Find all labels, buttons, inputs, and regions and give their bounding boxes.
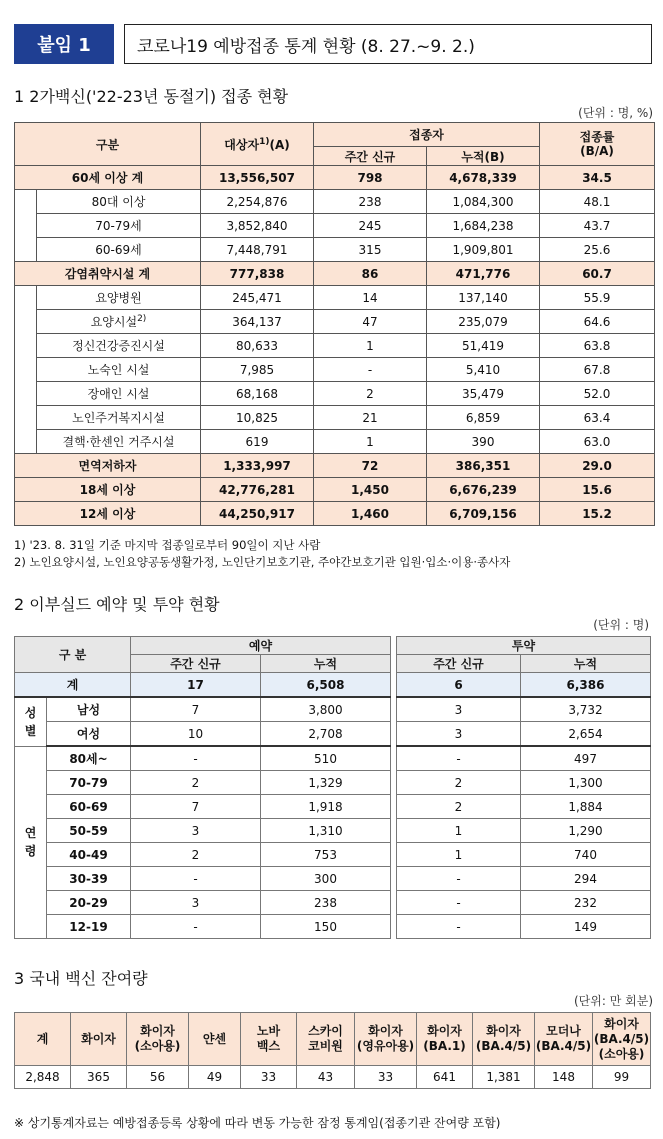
appendix-badge-label: 붙임 1 bbox=[37, 35, 91, 56]
stock-header-cell: 얀센 bbox=[189, 1013, 241, 1066]
d-weekly-cell: - bbox=[397, 915, 521, 939]
cumulative-cell: 51,419 bbox=[427, 334, 540, 358]
d-weekly-cell: - bbox=[397, 746, 521, 771]
cumulative-cell: 471,776 bbox=[427, 262, 540, 286]
table-row bbox=[15, 310, 655, 334]
weekly-cell: 245 bbox=[314, 214, 427, 238]
indent-spacer bbox=[15, 406, 37, 430]
t2-header-r-weekly: 주간 신규 bbox=[131, 655, 261, 673]
cumulative-cell: 235,079 bbox=[427, 310, 540, 334]
cumulative-cell: 4,678,339 bbox=[427, 166, 540, 190]
row-label: 50-59 bbox=[47, 819, 131, 843]
target-cell: 13,556,507 bbox=[201, 166, 314, 190]
cumulative-cell: 35,479 bbox=[427, 382, 540, 406]
table-row bbox=[15, 867, 651, 891]
weekly-cell: 315 bbox=[314, 238, 427, 262]
cumulative-cell: 1,084,300 bbox=[427, 190, 540, 214]
age-group-label: 연 령 bbox=[15, 746, 47, 939]
row-label: 80세~ bbox=[47, 746, 131, 771]
header-cumulative: 누적(B) bbox=[427, 147, 540, 166]
d-cum-cell: 497 bbox=[521, 746, 651, 771]
indent-spacer bbox=[15, 334, 37, 358]
weekly-cell: 1 bbox=[314, 430, 427, 454]
t2-header-dosing: 투약 bbox=[397, 637, 651, 655]
cumulative-cell: 1,684,238 bbox=[427, 214, 540, 238]
t2-header-d-cum: 누적 bbox=[521, 655, 651, 673]
weekly-cell: 2 bbox=[314, 382, 427, 406]
table-row bbox=[15, 358, 655, 382]
rate-cell: 48.1 bbox=[540, 190, 655, 214]
row-label: 80대 이상 bbox=[37, 190, 201, 214]
r-weekly-cell: 7 bbox=[131, 795, 261, 819]
d-weekly-cell: - bbox=[397, 891, 521, 915]
r-weekly-cell: 3 bbox=[131, 819, 261, 843]
table-row bbox=[15, 262, 655, 286]
stock-value-cell: 148 bbox=[535, 1066, 593, 1089]
d-weekly-cell: 2 bbox=[397, 771, 521, 795]
sex-group-label: 성 별 bbox=[15, 697, 47, 746]
row-label: 요양시설$^{2)}$ bbox=[37, 310, 201, 334]
table-row bbox=[15, 334, 655, 358]
rate-cell: 29.0 bbox=[540, 454, 655, 478]
target-cell: 10,825 bbox=[201, 406, 314, 430]
stock-value-cell: 33 bbox=[241, 1066, 297, 1089]
d-cum-cell: 1,290 bbox=[521, 819, 651, 843]
row-label: 결핵·한센인 거주시설 bbox=[37, 430, 201, 454]
document-title-text: 코로나19 예방접종 통계 현황 (8. 27.~9. 2.) bbox=[137, 36, 475, 57]
row-label: 노숙인 시설 bbox=[37, 358, 201, 382]
stock-value-cell: 99 bbox=[593, 1066, 651, 1089]
target-cell: 1,333,997 bbox=[201, 454, 314, 478]
target-cell: 7,985 bbox=[201, 358, 314, 382]
r-cum-cell: 1,918 bbox=[261, 795, 391, 819]
table-row bbox=[15, 430, 655, 454]
stock-value-cell: 56 bbox=[127, 1066, 189, 1089]
indent-spacer bbox=[15, 238, 37, 262]
target-cell: 2,254,876 bbox=[201, 190, 314, 214]
cumulative-cell: 386,351 bbox=[427, 454, 540, 478]
d-cum-cell: 2,654 bbox=[521, 722, 651, 747]
r-cum-cell: 238 bbox=[261, 891, 391, 915]
total-label: 계 bbox=[15, 673, 131, 698]
table-row bbox=[15, 915, 651, 939]
cumulative-cell: 6,676,239 bbox=[427, 478, 540, 502]
table-row bbox=[15, 166, 655, 190]
cumulative-cell: 390 bbox=[427, 430, 540, 454]
row-label: 30-39 bbox=[47, 867, 131, 891]
rate-cell: 55.9 bbox=[540, 286, 655, 310]
r-cum-cell: 753 bbox=[261, 843, 391, 867]
d-weekly-cell: 3 bbox=[397, 722, 521, 747]
d-weekly-cell: 2 bbox=[397, 795, 521, 819]
rate-cell: 64.6 bbox=[540, 310, 655, 334]
d-cum-cell: 740 bbox=[521, 843, 651, 867]
footnote-1: 1) '23. 8. 31일 기준 마지막 접종일로부터 90일이 지난 사람 bbox=[14, 538, 321, 552]
r-weekly-cell: - bbox=[131, 915, 261, 939]
weekly-cell: 72 bbox=[314, 454, 427, 478]
r-cum-cell: 300 bbox=[261, 867, 391, 891]
section3-title: 3 국내 백신 잔여량 bbox=[14, 969, 148, 988]
table-row bbox=[15, 673, 651, 698]
r-weekly-cell: 10 bbox=[131, 722, 261, 747]
row-label: 장애인 시설 bbox=[37, 382, 201, 406]
r-weekly-cell: - bbox=[131, 867, 261, 891]
r-cum-cell: 2,708 bbox=[261, 722, 391, 747]
row-label: 40-49 bbox=[47, 843, 131, 867]
weekly-cell: 47 bbox=[314, 310, 427, 334]
row-label: 60-69세 bbox=[37, 238, 201, 262]
stock-value-cell: 49 bbox=[189, 1066, 241, 1089]
rate-cell: 25.6 bbox=[540, 238, 655, 262]
indent-spacer bbox=[15, 286, 37, 310]
stock-header-cell: 노바 백스 bbox=[241, 1013, 297, 1066]
rate-cell: 63.8 bbox=[540, 334, 655, 358]
d-cum-cell: 3,732 bbox=[521, 697, 651, 722]
t2-header-d-weekly: 주간 신규 bbox=[397, 655, 521, 673]
indent-spacer bbox=[15, 382, 37, 406]
header-group: 구분 bbox=[15, 123, 201, 166]
row-label: 노인주거복지시설 bbox=[37, 406, 201, 430]
target-cell: 245,471 bbox=[201, 286, 314, 310]
rate-cell: 52.0 bbox=[540, 382, 655, 406]
target-cell: 7,448,791 bbox=[201, 238, 314, 262]
r-weekly-cell: 17 bbox=[131, 673, 261, 698]
weekly-cell: 14 bbox=[314, 286, 427, 310]
indent-spacer bbox=[15, 214, 37, 238]
weekly-cell: 21 bbox=[314, 406, 427, 430]
cumulative-cell: 1,909,801 bbox=[427, 238, 540, 262]
table-row bbox=[15, 891, 651, 915]
footer-note: ※ 상기통계자료는 예방접종등록 상황에 따라 변동 가능한 잠정 통계임(접종기관 잔여량 포함) bbox=[14, 1116, 501, 1130]
row-label: 12-19 bbox=[47, 915, 131, 939]
section3-unit: (단위: 만 회분) bbox=[574, 994, 653, 1008]
stock-value-cell: 33 bbox=[355, 1066, 417, 1089]
row-label: 남성 bbox=[47, 697, 131, 722]
rate-cell: 67.8 bbox=[540, 358, 655, 382]
r-cum-cell: 150 bbox=[261, 915, 391, 939]
table-row bbox=[15, 214, 655, 238]
table-row bbox=[15, 746, 651, 771]
table-row bbox=[15, 502, 655, 526]
stock-value-cell: 2,848 bbox=[15, 1066, 71, 1089]
row-label: 12세 이상 bbox=[15, 502, 201, 526]
d-cum-cell: 294 bbox=[521, 867, 651, 891]
cumulative-cell: 137,140 bbox=[427, 286, 540, 310]
header-vaccinated: 접종자 bbox=[314, 123, 540, 147]
rate-cell: 60.7 bbox=[540, 262, 655, 286]
section1-unit: (단위 : 명, %) bbox=[578, 106, 653, 120]
d-cum-cell: 1,884 bbox=[521, 795, 651, 819]
row-label: 60-69 bbox=[47, 795, 131, 819]
t2-header-r-cum: 누적 bbox=[261, 655, 391, 673]
stock-header-cell: 화이자 (BA.1) bbox=[417, 1013, 473, 1066]
row-label: 면역저하자 bbox=[15, 454, 201, 478]
document-title bbox=[124, 24, 652, 64]
weekly-cell: 1 bbox=[314, 334, 427, 358]
table-row bbox=[15, 238, 655, 262]
target-cell: 44,250,917 bbox=[201, 502, 314, 526]
t2-header-reservation: 예약 bbox=[131, 637, 391, 655]
target-cell: 364,137 bbox=[201, 310, 314, 334]
stock-value-cell: 365 bbox=[71, 1066, 127, 1089]
d-cum-cell: 6,386 bbox=[521, 673, 651, 698]
stock-value-cell: 43 bbox=[297, 1066, 355, 1089]
row-label: 20-29 bbox=[47, 891, 131, 915]
section2-title: 2 이부실드 예약 및 투약 현황 bbox=[14, 595, 220, 614]
cumulative-cell: 5,410 bbox=[427, 358, 540, 382]
table-row bbox=[15, 795, 651, 819]
r-weekly-cell: 2 bbox=[131, 843, 261, 867]
table-row bbox=[15, 722, 651, 747]
r-cum-cell: 510 bbox=[261, 746, 391, 771]
d-weekly-cell: 6 bbox=[397, 673, 521, 698]
rate-cell: 15.2 bbox=[540, 502, 655, 526]
stock-header-cell: 스카이 코비원 bbox=[297, 1013, 355, 1066]
indent-spacer bbox=[15, 310, 37, 334]
table-row bbox=[15, 819, 651, 843]
evusheld-table bbox=[14, 636, 651, 939]
cumulative-cell: 6,859 bbox=[427, 406, 540, 430]
stock-header-cell: 화이자 (소아용) bbox=[127, 1013, 189, 1066]
r-cum-cell: 6,508 bbox=[261, 673, 391, 698]
row-label: 70-79 bbox=[47, 771, 131, 795]
table-row bbox=[15, 454, 655, 478]
r-weekly-cell: 3 bbox=[131, 891, 261, 915]
stock-header-cell: 계 bbox=[15, 1013, 71, 1066]
cumulative-cell: 6,709,156 bbox=[427, 502, 540, 526]
section2-unit: (단위 : 명) bbox=[593, 618, 649, 632]
row-label: 정신건강증진시설 bbox=[37, 334, 201, 358]
r-cum-cell: 1,310 bbox=[261, 819, 391, 843]
r-cum-cell: 3,800 bbox=[261, 697, 391, 722]
r-weekly-cell: - bbox=[131, 746, 261, 771]
table-row bbox=[15, 771, 651, 795]
row-label: 여성 bbox=[47, 722, 131, 747]
table-row bbox=[15, 286, 655, 310]
d-cum-cell: 232 bbox=[521, 891, 651, 915]
weekly-cell: 1,450 bbox=[314, 478, 427, 502]
rate-cell: 63.4 bbox=[540, 406, 655, 430]
header-rate: 접종률 (B/A) bbox=[540, 123, 655, 166]
row-label: 18세 이상 bbox=[15, 478, 201, 502]
weekly-cell: 1,460 bbox=[314, 502, 427, 526]
table-row bbox=[15, 697, 651, 722]
target-cell: 68,168 bbox=[201, 382, 314, 406]
t2-header-group: 구 분 bbox=[15, 637, 131, 673]
indent-spacer bbox=[15, 430, 37, 454]
d-weekly-cell: - bbox=[397, 867, 521, 891]
d-weekly-cell: 1 bbox=[397, 843, 521, 867]
target-cell: 3,852,840 bbox=[201, 214, 314, 238]
target-cell: 42,776,281 bbox=[201, 478, 314, 502]
vaccine-stock-table bbox=[14, 1012, 651, 1089]
stock-header-cell: 모더나 (BA.4/5) bbox=[535, 1013, 593, 1066]
header-target: 대상자$^{1)}$(A) bbox=[201, 123, 314, 166]
weekly-cell: 86 bbox=[314, 262, 427, 286]
d-weekly-cell: 1 bbox=[397, 819, 521, 843]
stock-value-cell: 641 bbox=[417, 1066, 473, 1089]
table-row bbox=[15, 478, 655, 502]
indent-spacer bbox=[15, 190, 37, 214]
weekly-cell: 798 bbox=[314, 166, 427, 190]
d-weekly-cell: 3 bbox=[397, 697, 521, 722]
section1-title: 1 2가백신('22-23년 동절기) 접종 현황 bbox=[14, 87, 289, 106]
rate-cell: 63.0 bbox=[540, 430, 655, 454]
r-weekly-cell: 2 bbox=[131, 771, 261, 795]
rate-cell: 34.5 bbox=[540, 166, 655, 190]
header-weekly: 주간 신규 bbox=[314, 147, 427, 166]
target-cell: 80,633 bbox=[201, 334, 314, 358]
weekly-cell: - bbox=[314, 358, 427, 382]
row-label: 요양병원 bbox=[37, 286, 201, 310]
rate-cell: 43.7 bbox=[540, 214, 655, 238]
row-label: 감염취약시설 계 bbox=[15, 262, 201, 286]
target-cell: 619 bbox=[201, 430, 314, 454]
vaccination-table bbox=[14, 122, 655, 526]
stock-header-cell: 화이자 bbox=[71, 1013, 127, 1066]
footnote-2: 2) 노인요양시설, 노인요양공동생활가정, 노인단기보호기관, 주야간보호기관 입원·입소·이용·종사자 bbox=[14, 555, 511, 569]
table-row bbox=[15, 382, 655, 406]
rate-cell: 15.6 bbox=[540, 478, 655, 502]
table-row bbox=[15, 190, 655, 214]
table-row bbox=[15, 406, 655, 430]
stock-header-cell: 화이자 (BA.4/5) (소아용) bbox=[593, 1013, 651, 1066]
weekly-cell: 238 bbox=[314, 190, 427, 214]
r-cum-cell: 1,329 bbox=[261, 771, 391, 795]
stock-header-cell: 화이자 (영유아용) bbox=[355, 1013, 417, 1066]
appendix-badge bbox=[14, 24, 114, 64]
d-cum-cell: 1,300 bbox=[521, 771, 651, 795]
stock-value-cell: 1,381 bbox=[473, 1066, 535, 1089]
table-row bbox=[15, 843, 651, 867]
stock-header-cell: 화이자 (BA.4/5) bbox=[473, 1013, 535, 1066]
row-label: 70-79세 bbox=[37, 214, 201, 238]
row-label: 60세 이상 계 bbox=[15, 166, 201, 190]
d-cum-cell: 149 bbox=[521, 915, 651, 939]
target-cell: 777,838 bbox=[201, 262, 314, 286]
indent-spacer bbox=[15, 358, 37, 382]
r-weekly-cell: 7 bbox=[131, 697, 261, 722]
